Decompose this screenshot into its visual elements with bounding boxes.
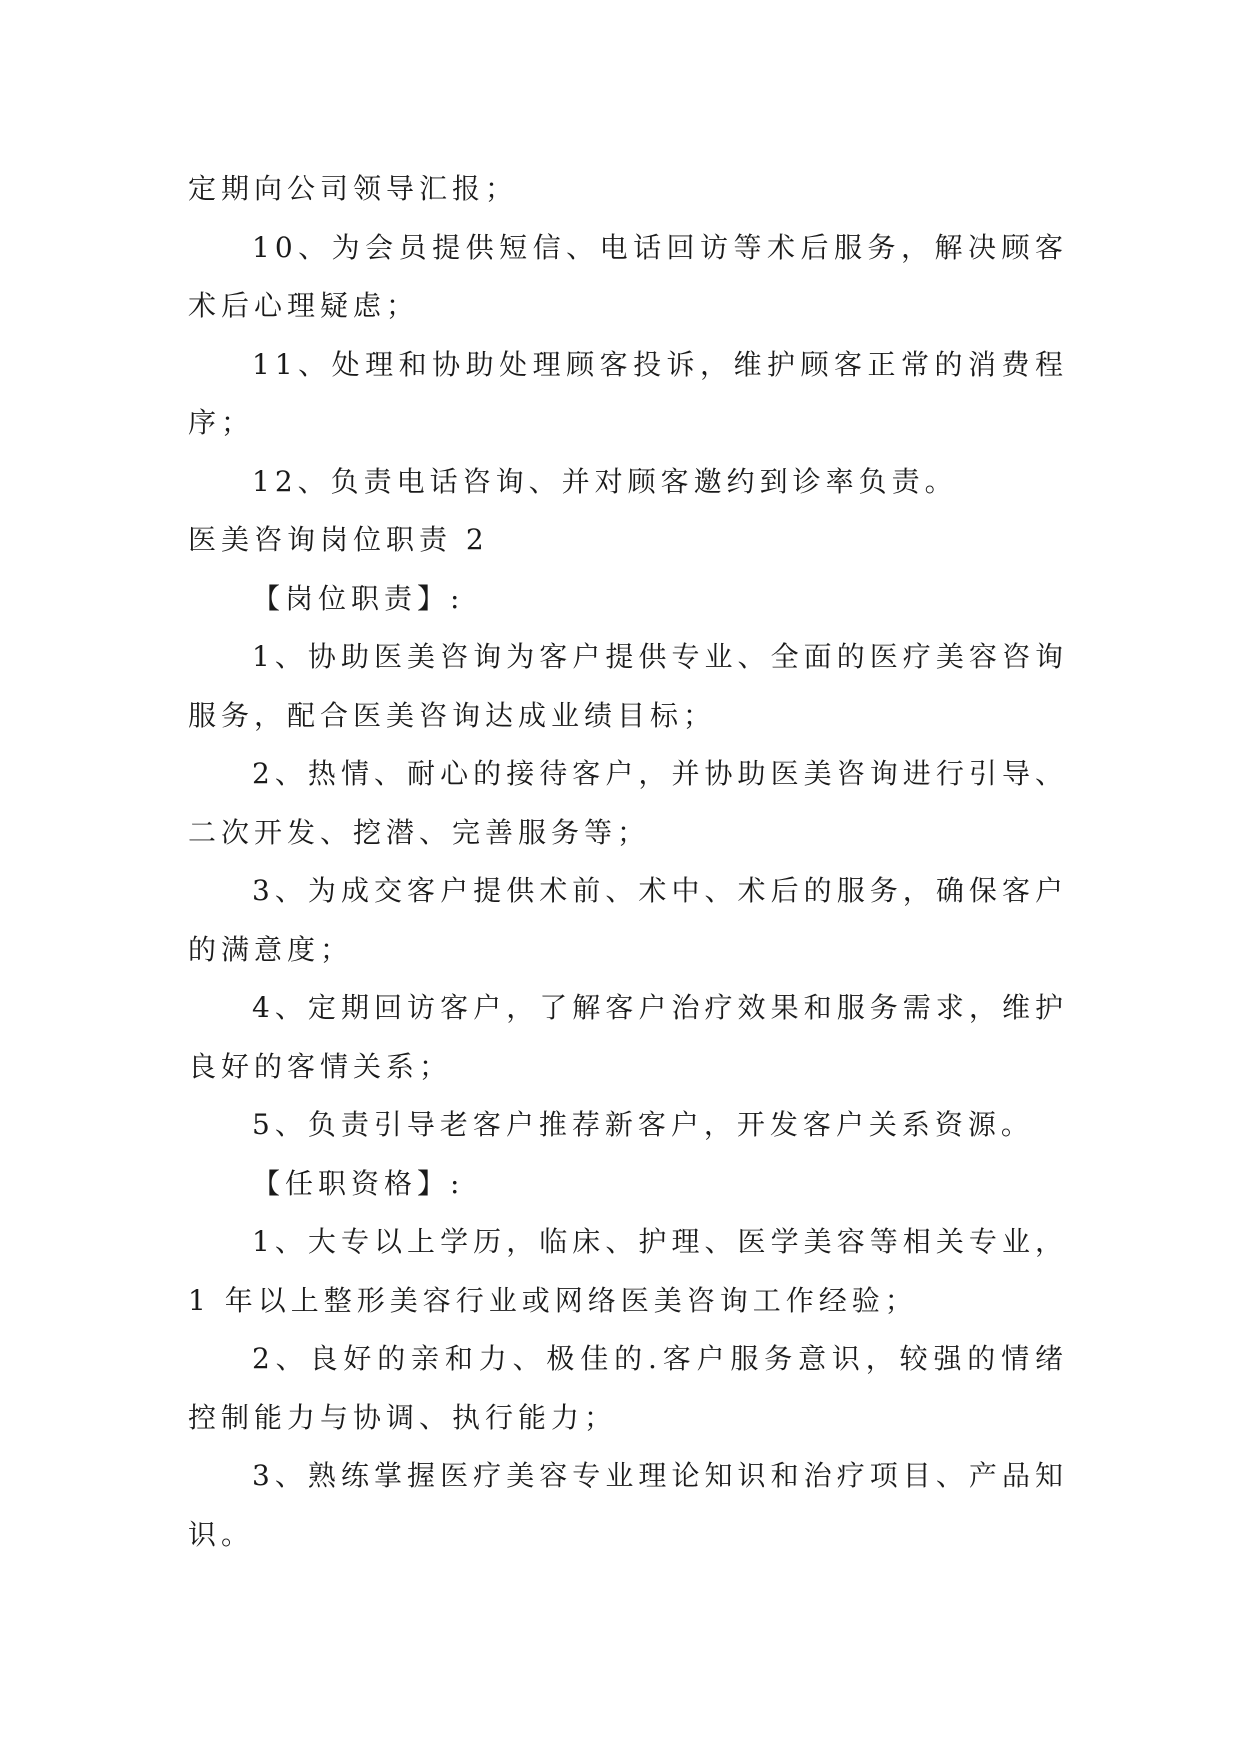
duty-item-2: 2、热情、耐心的接待客户，并协助医美咨询进行引导、二次开发、挖潜、完善服务等； <box>188 757 1068 849</box>
section-heading: 医美咨询岗位职责 2 <box>188 523 489 556</box>
paragraph-item-12: 12、负责电话咨询、并对顾客邀约到诊率负责。 <box>252 464 958 498</box>
paragraph-item-10: 10、为会员提供短信、电话回访等术后服务，解决顾客术后心理疑虑； <box>188 230 1068 322</box>
subheading-duties: 【岗位职责】: <box>252 581 465 615</box>
duty-item-1: 1、协助医美咨询为客户提供专业、全面的医疗美容咨询服务，配合医美咨询达成业绩目标； <box>188 640 1068 732</box>
duty-item-5: 5、负责引导老客户推荐新客户，开发客户关系资源。 <box>252 1108 1034 1141</box>
document-body <box>188 160 1068 1564</box>
qualification-item-3: 3、熟练掌握医疗美容专业理论知识和治疗项目、产品知识。 <box>188 1459 1068 1551</box>
qualification-item-2: 2、良好的亲和力、极佳的.客户服务意识，较强的情绪控制能力与协调、执行能力； <box>188 1342 1068 1434</box>
paragraph-report: 定期向公司领导汇报； <box>188 172 519 205</box>
qualification-item-1: 1、大专以上学历，临床、护理、医学美容等相关专业，1 年以上整形美容行业或网络医美咨询工作经验； <box>188 1225 1068 1317</box>
duty-item-3: 3、为成交客户提供术前、术中、术后的服务，确保客户的满意度； <box>188 874 1068 966</box>
duty-item-4: 4、定期回访客户，了解客户治疗效果和服务需求，维护良好的客情关系； <box>188 991 1068 1083</box>
subheading-qualifications: 【任职资格】: <box>252 1166 465 1200</box>
paragraph-item-11: 11、处理和协助处理顾客投诉，维护顾客正常的消费程序； <box>188 347 1068 439</box>
